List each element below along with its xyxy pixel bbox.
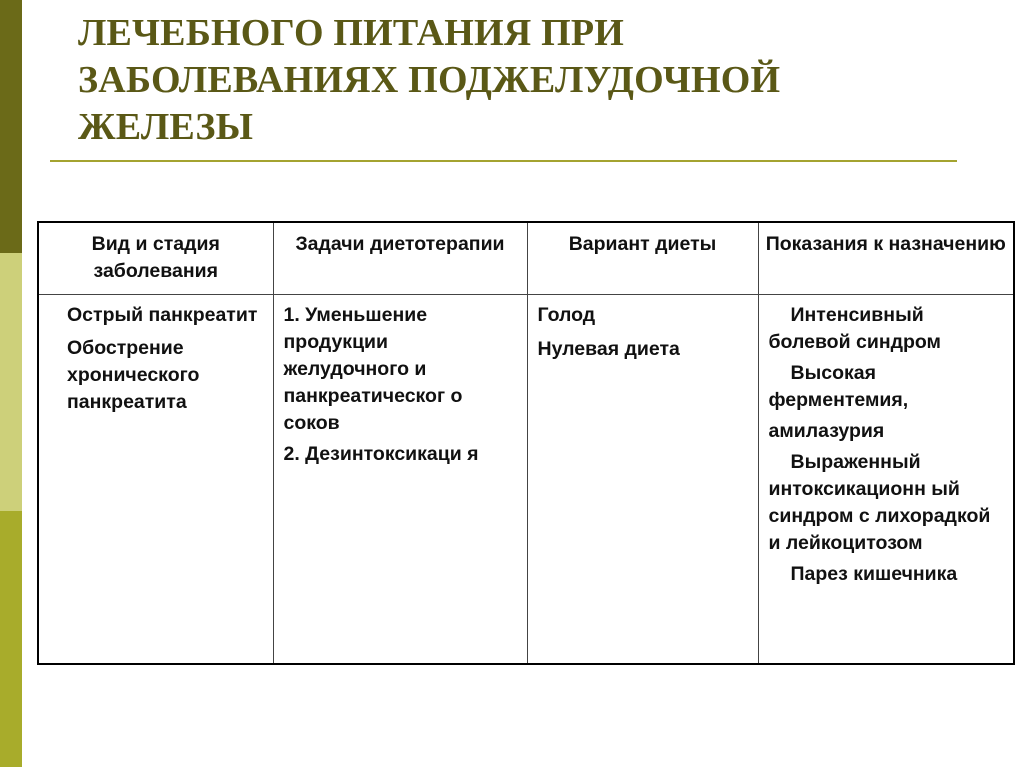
cropped-title-fragment <box>80 0 840 6</box>
indication-item: Парез кишечника <box>790 562 958 585</box>
title-underline-rule <box>50 160 957 162</box>
side-bar-light-segment <box>0 253 22 511</box>
header-indications: Показания к назначению <box>758 222 1014 294</box>
indication-item: Интенсивный болевой синдром <box>768 303 941 353</box>
header-diet-variant: Вариант диеты <box>527 222 758 294</box>
disease-item: Острый панкреатит <box>67 303 258 326</box>
side-bar-dark-segment <box>0 0 22 253</box>
header-disease-stage: Вид и стадия заболевания <box>38 222 273 294</box>
diet-item: Нулевая диета <box>537 337 680 360</box>
side-bar-olive-segment <box>0 511 22 767</box>
indication-item: Высокая ферментемия, <box>768 361 909 411</box>
diet-therapy-table <box>37 221 1015 665</box>
cell-therapy-goals <box>273 294 527 664</box>
table-header-row <box>38 222 1014 294</box>
table-row <box>38 294 1014 664</box>
indication-item: амилазурия <box>768 419 885 442</box>
indication-item: Выраженный интоксикационн ый синдром с лихорадкой и лейкоцитозом <box>768 450 991 554</box>
title-line-3: ЖЕЛЕЗЫ <box>78 106 254 148</box>
slide-title <box>78 10 958 151</box>
disease-item: Обострение хронического панкреатита <box>67 336 200 413</box>
title-line-1: ЛЕЧЕБНОГО ПИТАНИЯ ПРИ <box>78 12 625 54</box>
title-line-2: ЗАБОЛЕВАНИЯХ ПОДЖЕЛУДОЧНОЙ <box>78 59 781 101</box>
diet-item: Голод <box>537 303 596 326</box>
goal-item: 1. Уменьшение продукции желудочного и панкреатическог о соков <box>283 303 463 434</box>
cell-diet-variant <box>527 294 758 664</box>
cell-disease-stage <box>38 294 273 664</box>
cell-indications <box>758 294 1014 664</box>
header-therapy-goals: Задачи диетотерапии <box>273 222 527 294</box>
goal-item: 2. Дезинтоксикаци я <box>283 442 479 465</box>
side-accent-bar <box>0 0 22 767</box>
